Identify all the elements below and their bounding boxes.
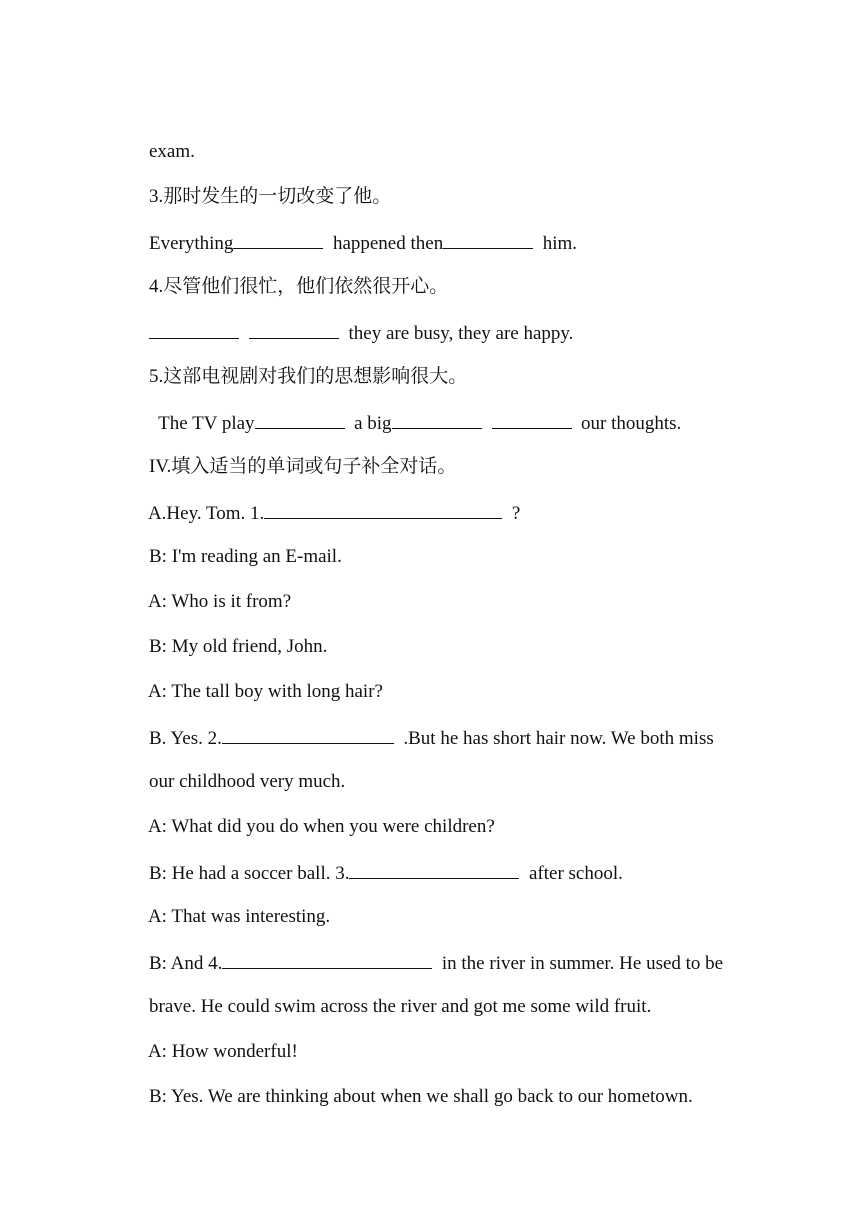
answer-blank[interactable] <box>149 320 239 339</box>
line-text: .But he has short hair now. We both miss <box>393 728 714 749</box>
line-text: happened then <box>323 233 444 254</box>
line-text: in the river in summer. He used to be <box>432 953 724 974</box>
answer-blank[interactable] <box>443 230 533 249</box>
line-text: exam. <box>149 141 195 162</box>
line-text: they are busy, they are happy. <box>339 323 574 344</box>
answer-blank[interactable] <box>222 725 394 744</box>
answer-blank[interactable] <box>392 410 482 429</box>
line-text: A: The tall boy with long hair? <box>147 681 383 702</box>
line-text: 3.那时发生的一切改变了他。 <box>149 186 392 207</box>
line-text: ? <box>502 503 521 524</box>
answer-blank[interactable] <box>255 410 345 429</box>
answer-blank[interactable] <box>233 230 323 249</box>
line-text: 4.尽管他们很忙，他们依然很开心。 <box>149 276 449 297</box>
dialogue-line <box>130 1061 693 1133</box>
line-text: A: Who is it from? <box>147 591 292 612</box>
line-text: A: What did you do when you were children? <box>147 816 495 837</box>
line-text: B: He had a soccer ball. 3. <box>149 863 350 884</box>
line-text: 5.这部电视剧对我们的思想影响很大。 <box>149 366 468 387</box>
line-text: B: Yes. We are thinking about when we shall go back to our hometown. <box>149 1086 693 1107</box>
answer-blank[interactable] <box>249 320 339 339</box>
line-text: B: And 4. <box>149 953 223 974</box>
answer-blank[interactable] <box>349 860 519 879</box>
line-text: a big <box>344 413 392 434</box>
answer-blank[interactable] <box>492 410 572 429</box>
line-text: B: I'm reading an E-mail. <box>149 546 342 567</box>
line-text: Everything <box>149 233 234 254</box>
line-text: after school. <box>519 863 623 884</box>
line-text: A: That was interesting. <box>147 906 331 927</box>
line-text: brave. He could swim across the river and got me some wild fruit. <box>149 996 652 1017</box>
answer-blank[interactable] <box>264 500 502 519</box>
line-text: A.Hey. Tom. 1. <box>147 503 265 524</box>
line-text: A: How wonderful! <box>147 1041 298 1062</box>
line-text: him. <box>533 233 578 254</box>
line-text: The TV play <box>149 413 255 434</box>
line-text: our thoughts. <box>571 413 682 434</box>
line-text: B: My old friend, John. <box>149 636 328 657</box>
line-text: our childhood very much. <box>149 771 346 792</box>
answer-blank[interactable] <box>222 950 432 969</box>
line-text: IV.填入适当的单词或句子补全对话。 <box>149 456 457 477</box>
line-text: B. Yes. 2. <box>149 728 222 749</box>
